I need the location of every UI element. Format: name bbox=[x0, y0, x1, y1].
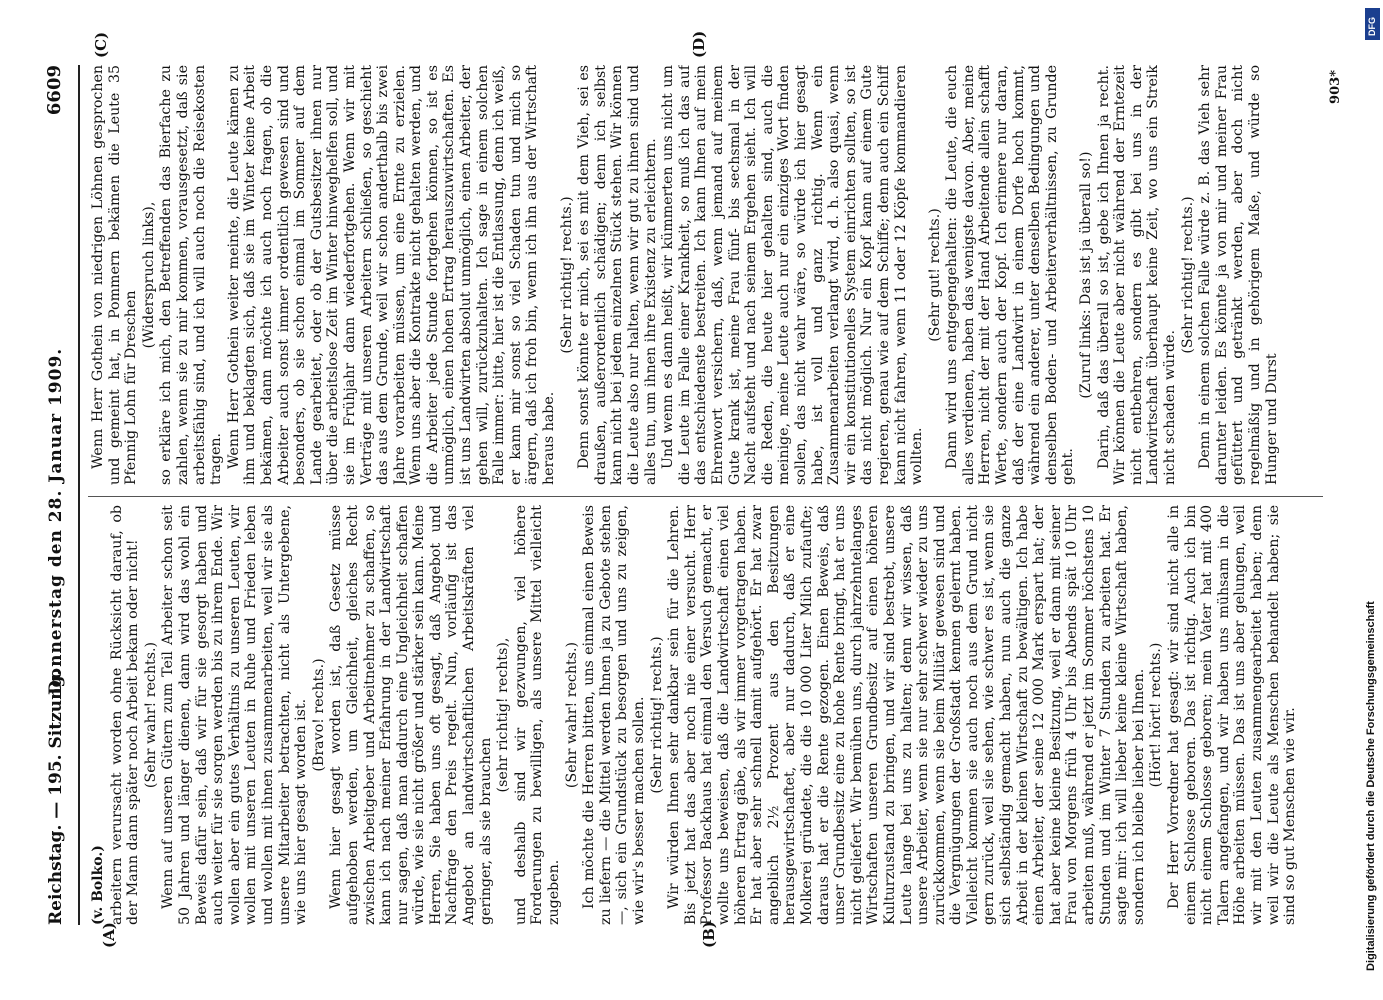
signature-mark: 903* bbox=[1328, 70, 1343, 104]
paragraph: Wenn Herr Gothein weiter meinte, die Leute kämen zu ihm und beklagten sich, daß sie im Winter keine Arbeit bekämen, dann möchte ich auch noch fragen, ob die Arbeiter auch sonst immer ordentlich gewesen sind und besonders, ob sie schon einmal im Sommer auf dem Lande gearbeitet, oder ob der Gutsbesitzer ihnen nur über die arbeitslose Zeit im Winter hinweghelfen soll, und sie im Frühjahr dann wiederfortgehen. Wenn wir mit Verträge mit unseren Arbeitern schließen, so geschieht das aus dem Grunde, weil wir schon anderthalb bis zwei Jahre vorarbeiten müssen, um eine Ernte zu erzielen. Wenn uns aber die Kontrakte nicht gehalten werden, und die Arbeiter jede Stunde fortgehen können, so ist es unmöglich, einen hohen Ertrag herauszuwirtschaften. Es ist uns Landwirten absolut unmöglich, einen Arbeiter, der gehen will, zurückzuhalten. Ich sage in einem solchen Falle immer: bitte, hier ist die Entlassung, denn ich weiß, er kann mir sonst so viel Schaden tun und mich so ärgern, daß ich froh bin, wenn ich ihn aus der Wirtschaft heraus habe. bbox=[225, 65, 558, 485]
paragraph: Denn sonst könnte er mich, sei es mit dem Vieh, sei es draußen, außerordentlich schädigen; denn ich selbst kann nicht bei jedem einzelnen Stück stehen. Wir können die Leute also nur halten, wenn wir gut zu ihnen sind und alles tun, um ihnen ihre Existenz zu erleichtern. bbox=[576, 65, 659, 485]
paragraph: Ich möchte die Herren bitten, uns einmal einen Beweis zu liefern — die Mittel werden Ihnen ja zu Gebote stehen —, sich ein Grundstück zu besorgen und uns zu zeigen, wie wir's besser machen sollen. bbox=[581, 505, 647, 925]
interjection: (Bravo! rechts.) bbox=[310, 658, 327, 772]
header-date: Donnerstag den 28. Januar 1909. bbox=[46, 347, 66, 695]
header-chamber-session: Reichstag. — 195. Sitzung. bbox=[46, 669, 66, 925]
dfg-logo bbox=[1365, 8, 1380, 40]
margin-mark-b: (B) bbox=[700, 921, 718, 948]
interjection: (sehr richtig! rechts), bbox=[495, 637, 512, 793]
paragraph: Und wenn es dann heißt, wir kümmerten uns nicht um die Leute im Falle einer Krankheit, so muß ich das auf das entschiedenste bestreiten. Ich kann Ihnen auf mein Ehrenwort versichern, daß, wenn jemand auf meinem Gute krank ist, meine Frau fünf- bis sechsmal in der Nacht aufsteht und nach seinem Ergehen sieht. Ich will die Reden, die heute hier gehalten sind, auch die meinige, meine Leute auch nur ein einziges Wort finden sollen, das nicht wahr wäre, so würde ich hier gesagt habe, ist voll und ganz richtig. Wenn ein Zusammenarbeiten verlangt wird, d. h. also quasi, wenn wir ein konstitutionelles System einrichten sollten, so ist das nicht möglich. Nur ein Kopf kann auf einem Gute regieren, genau wie auf dem Schiffe; denn auch ein Schiff kann nicht fahren, wenn 11 oder 12 Köpfe kommandieren wollten. bbox=[660, 65, 926, 485]
column-divider bbox=[88, 496, 1323, 497]
interjection: (Sehr gut! rechts.) bbox=[926, 208, 943, 342]
paragraph: Dann wird uns entgegengehalten: die Leute, die euch alles verdienen, haben das wenigste davon. Aber, meine Herren, nicht der mit der Hand Arbeitende allein schafft Werte, sondern auch der Kopf. Ich erinnere nur daran, daß der eine Landwirt in einem Dorfe hoch kommt, während ein anderer, unter denselben Bedingungen und denselben Boden- und Arbeiterverhältnissen, zu Grunde geht. bbox=[944, 65, 1077, 485]
interjection: (Sehr richtig! rechts.) bbox=[1179, 196, 1196, 354]
digitization-note bbox=[1363, 6, 1381, 996]
paragraph: Darin, daß das überall so ist, gebe ich Ihnen ja recht. Wir können die Leute aber nicht während der Erntezeit nicht entbehren, sondern es gibt bei uns in der Landwirtschaft überhaupt keine Zeit, wo uns ein Streik nicht schaden würde. bbox=[1095, 65, 1178, 485]
paragraph: Wir würden Ihnen sehr dankbar sein für die Lehren. Bis jetzt hat das aber noch nie einer versucht. Herr Professor Backhaus hat einmal den Versuch gemacht, er wollte uns beweisen, daß die Landwirtschaft einen viel höheren Ertrag gäbe, als wir immer vorgetragen haben. Er hat aber sehr schnell damit aufgehört. Er hat zwar angeblich 2½ Prozent aus den Besitzungen herausgewirtschaftet, aber nur dadurch, daß er eine Molkerei gründete, die die 10 000 Liter Milch zufaufte; daraus hat er die Rente gezogen. Einen Beweis, daß unser Grundbesitz eine zu hohe Rente bringt, hat er uns nicht geliefert. Wir bemühen uns, durch jahrzehntelanges Wirtschaften unseren Grundbesitz auf einen höheren Kulturzustand zu bringen, und wir sind bestrebt, unsere Leute lange bei uns zu halten; denn wir wissen, daß unsere Arbeiter, wenn sie nur sehr schwer wieder zu uns zurückkommen, wenn sie beim Militär gewesen sind und die Vergnügungen der Großstadt kennen gelernt haben. Vielleicht kommen sie auch noch aus dem Grund nicht gern zurück, weil sie sehen, wie schwer es ist, wenn sie sich selbständig gemacht haben, nun auch die ganze Arbeit in der kleinen Wirtschaft zu bewältigen. Ich habe einen Arbeiter, der seine 12 000 Mark erspart hat; der hat aber keine kleine Besitzung, weil er dann mit seiner Frau von Morgens früh 4 Uhr bis Abends spät 10 Uhr arbeiten muß, während er jetzt im Sommer höchstens 10 Stunden und im Winter 7 Stunden zu arbeiten hat. Er sagte mir: ich will lieber keine kleine Wirtschaft haben, sondern ich bleibe lieber bei Ihnen. bbox=[666, 505, 1147, 925]
paragraph: arbeitern verursacht worden ohne Rücksicht darauf, ob der Mann dann später noch Arbeit bekam oder nicht! bbox=[108, 505, 142, 925]
dfg-logo-text: DFG bbox=[1367, 17, 1377, 36]
header-rule bbox=[78, 65, 80, 925]
paragraph: Der Herr Vorredner hat gesagt: wir sind nicht alle in einem Schlosse geboren. Das ist richtig. Auch ich bin nicht einem Schlosse geboren; mein Vater hat mit 400 Talern angefangen, und wir haben uns mühsam in die Höhe arbeiten müssen. Das ist uns aber gelungen, weil wir mit den Leuten zusammengearbeitet haben; denn weil wir die Leute als Menschen behandelt haben; sie sind so gut Menschen wie wir. bbox=[1166, 505, 1299, 925]
paragraph: Wenn hier gesagt worden ist, daß Gesetz müsse aufgehoben werden, um Gleichheit, gleiches Recht zwischen Arbeitgeber und Arbeitnehmer zu schaffen, so kann ich nach meiner Erfahrung in der Landwirtschaft nur sagen, daß man dadurch eine Ungleichheit schaffen würde, wie sie nicht größer und stärker sein kann. Meine Herren, Sie haben uns oft gesagt, daß Angebot und Nachfrage den Preis regelt. Nun, vorläufig ist das Angebot an landwirtschaftlichen Arbeitskräften viel geringer, als sie brauchen bbox=[328, 505, 494, 925]
digitization-credit: Digitalisierung gefördert durch die Deutsche Forschungsgemeinschaft bbox=[1365, 601, 1377, 971]
interjection: (Widerspruch links), bbox=[140, 201, 157, 349]
speaker-label: (v. Bolko.) bbox=[90, 845, 106, 925]
margin-mark-d: (D) bbox=[690, 30, 708, 58]
paragraph: Denn in einem solchen Falle würde z. B. das Vieh sehr darunter leiden. Es könnte ja von mir und meiner Frau gefüttert und getränkt werden, aber doch nicht regelmäßig und in gehörigem Maße, und würde so Hunger und Durst bbox=[1197, 65, 1280, 485]
page-header bbox=[40, 65, 76, 925]
margin-mark-c: (C) bbox=[92, 31, 110, 58]
left-column bbox=[90, 505, 1320, 925]
interjection: (Sehr wahr! rechts.) bbox=[563, 641, 580, 789]
interjection: (Sehr richtig! rechts.) bbox=[558, 196, 575, 354]
paragraph: Wenn Herr Gothein von niedrigen Löhnen gesprochen und gemeint hat, in Pommern bekämen die Leute 35 Pfennig Lohn für Dreschen bbox=[90, 65, 140, 485]
interjection: (Sehr wahr! rechts.) bbox=[142, 641, 159, 789]
interjection: (Hört! hört! rechts.) bbox=[1148, 642, 1165, 788]
page-number: 6609 bbox=[44, 65, 65, 116]
paragraph: und deshalb sind wir gezwungen, viel höhere Forderungen zu bewilligen, als unsere Mittel vielleicht zugeben. bbox=[512, 505, 563, 925]
interjection: (Sehr richtig! rechts.) bbox=[648, 636, 665, 794]
interjection: (Zuruf links: Das ist ja überall so!) bbox=[1078, 151, 1095, 399]
margin-mark-a: (A) bbox=[100, 922, 118, 948]
paragraph: so erkläre ich mich, den Betreffenden das Bierfache zu zahlen, wenn sie zu mir kommen, vorausgesetzt, daß sie arbeitsfähig sind, und ich will auch noch die Reisekosten tragen. bbox=[158, 65, 225, 485]
right-column bbox=[90, 65, 1320, 485]
paragraph: Wenn auf unseren Gütern zum Teil Arbeiter schon seit 50 Jahren und länger dienen, dann wird das wohl ein Beweis dafür sein, daß wir für sie gesorgt haben und auch weiter für sie sorgen werden bis zu ihrem Ende. Wir wollen aber ein gutes Verhältnis zu unseren Leuten, wir wollen mit unseren Leuten in Ruhe und Frieden leben und wollen mit ihnen zusammenarbeiten, weil wir sie als unsere Mitarbeiter betrachten, nicht als Untergebene, wie uns hier gesagt worden ist. bbox=[160, 505, 310, 925]
